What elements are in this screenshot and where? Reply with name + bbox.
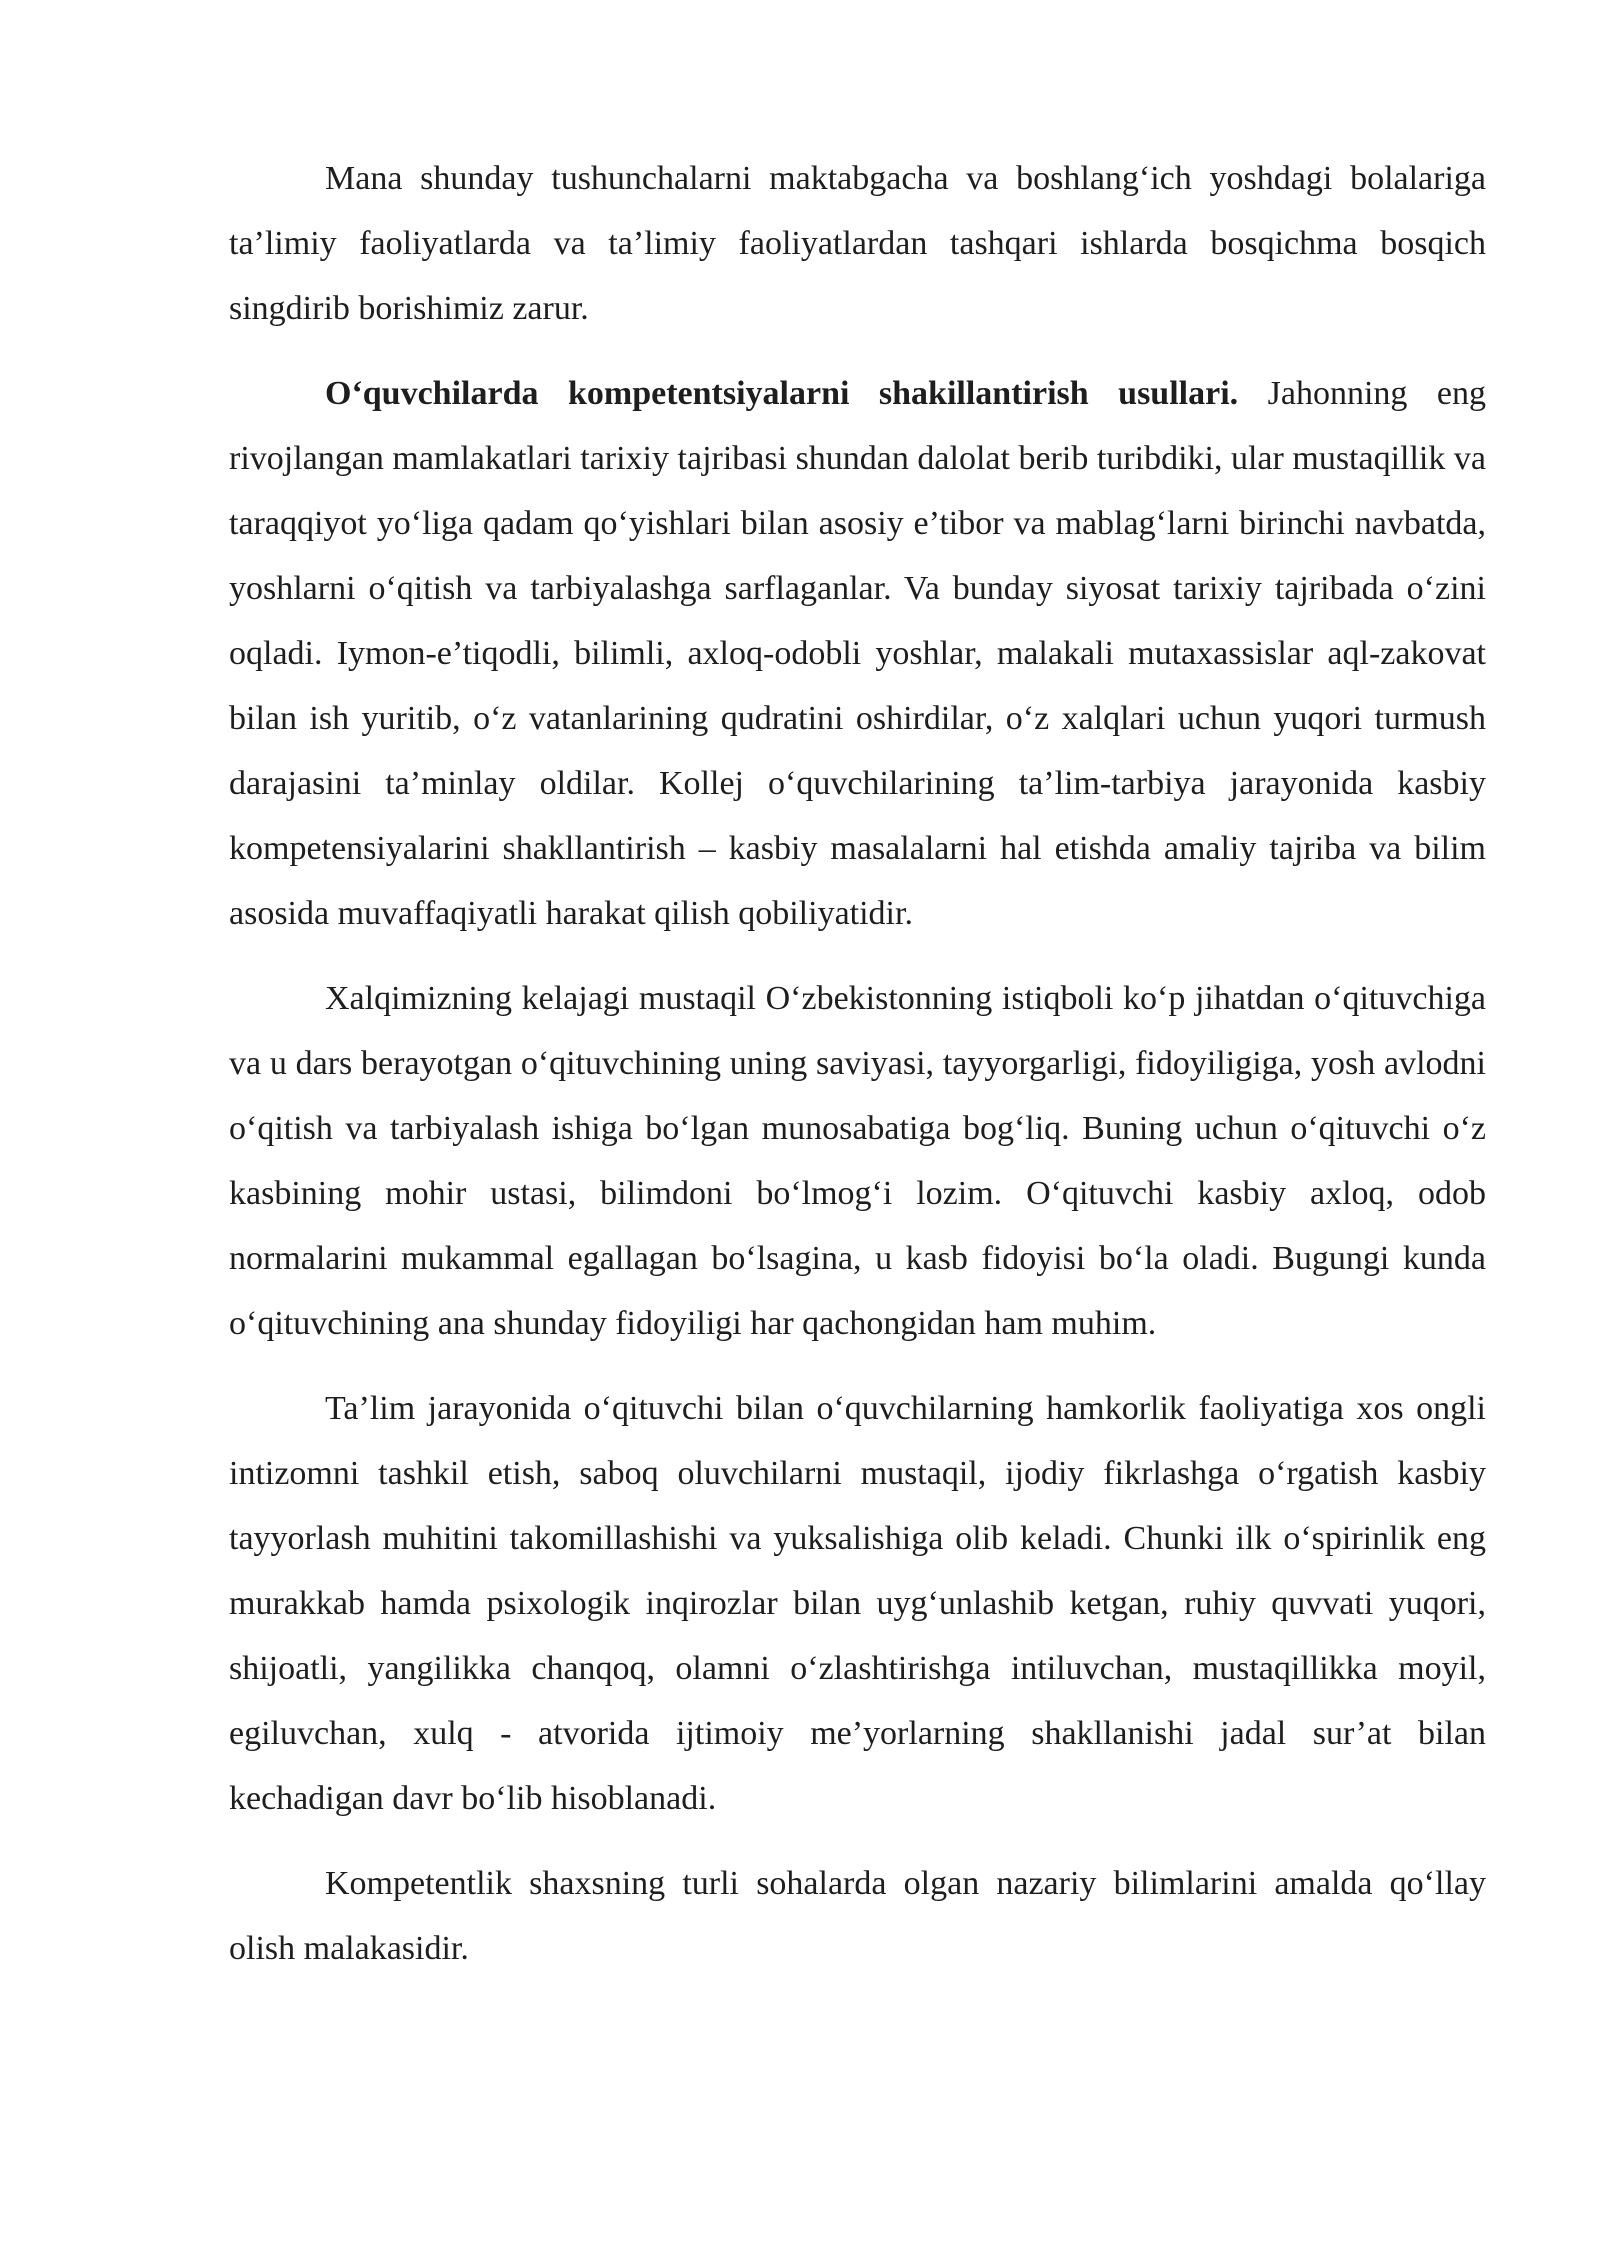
paragraph-4-text: Ta’lim jarayonida o‘qituvchi bilan o‘quvchilarning hamkorlik faoliyatiga xos ongli intizomni tashkil etish, saboq oluvchilarni mustaqil, ijodiy fikrlashga o‘rgatish kasbiy tayyorlash muhitini takomillashishi va yuksalishiga olib keladi. Chunki ilk o‘spirinlik eng murakkab hamda psixologik inqirozlar bilan uyg‘unlashib ketgan, ruhiy quvvati yuqori, shijoatli, yangilikka chanqoq, olamni o‘zlashtirishga intiluvchan, mustaqillikka moyil, egiluvchan, xulq - atvorida ijtimoiy me’yorlarning shakllanishi jadal sur’at bilan kechadigan davr bo‘lib hisoblanadi. — [229, 1390, 1486, 1817]
paragraph-5 — [229, 1851, 1486, 1981]
paragraph-2-text: Jahonning eng rivojlangan mamlakatlari tarixiy tajribasi shundan dalolat berib turibdiki, ular mustaqillik va taraqqiyot yo‘liga qadam qo‘yishlari bilan asosiy e’tibor va mablag‘larni birinchi navbatda, yoshlarni o‘qitish va tarbiyalashga sarflaganlar. Va bunday siyosat tarixiy tajribada o‘zini oqladi. Iymon-e’tiqodli, bilimli, axloq-odobli yoshlar, malakali mutaxassislar aql-zakovat bilan ish yuritib, o‘z vatanlarining qudratini oshirdilar, o‘z xalqlari uchun yuqori turmush darajasini ta’minlay oldilar. Kollej o‘quvchilarining ta’lim-tarbiya jarayonida kasbiy kompetensiyalarini shakllantirish – kasbiy masalalarni hal etishda amaliy tajriba va bilim asosida muvaffaqiyatli harakat qilish qobiliyatidir. — [229, 375, 1486, 932]
paragraph-1 — [229, 146, 1486, 341]
paragraph-4 — [229, 1376, 1486, 1831]
paragraph-3 — [229, 966, 1486, 1356]
paragraph-3-text: Xalqimizning kelajagi mustaqil O‘zbekistonning istiqboli ko‘p jihatdan o‘qituvchiga va u dars berayotgan o‘qituvchining uning saviyasi, tayyorgarligi, fidoyiligiga, yosh avlodni o‘qitish va tarbiyalash ishiga bo‘lgan munosabatiga bog‘liq. Buning uchun o‘qituvchi o‘z kasbining mohir ustasi, bilimdoni bo‘lmog‘i lozim. O‘qituvchi kasbiy axloq, odob normalarini mukammal egallagan bo‘lsagina, u kasb fidoyisi bo‘la oladi. Bugungi kunda o‘qituvchining ana shunday fidoyiligi har qachongidan ham muhim. — [229, 980, 1486, 1342]
document-page — [229, 146, 1486, 2001]
paragraph-2 — [229, 361, 1486, 946]
paragraph-1-text: Mana shunday tushunchalarni maktabgacha va boshlang‘ich yoshdagi bolalariga ta’limiy faoliyatlarda va ta’limiy faoliyatlardan tashqari ishlarda bosqichma bosqich singdirib borishimiz zarur. — [229, 160, 1486, 327]
paragraph-5-text: Kompetentlik shaxsning turli sohalarda olgan nazariy bilimlarini amalda qo‘llay olish malakasidir. — [229, 1865, 1486, 1967]
paragraph-2-heading: O‘quvchilarda kompetentsiyalarni shakillantirish usullari. — [325, 375, 1239, 412]
